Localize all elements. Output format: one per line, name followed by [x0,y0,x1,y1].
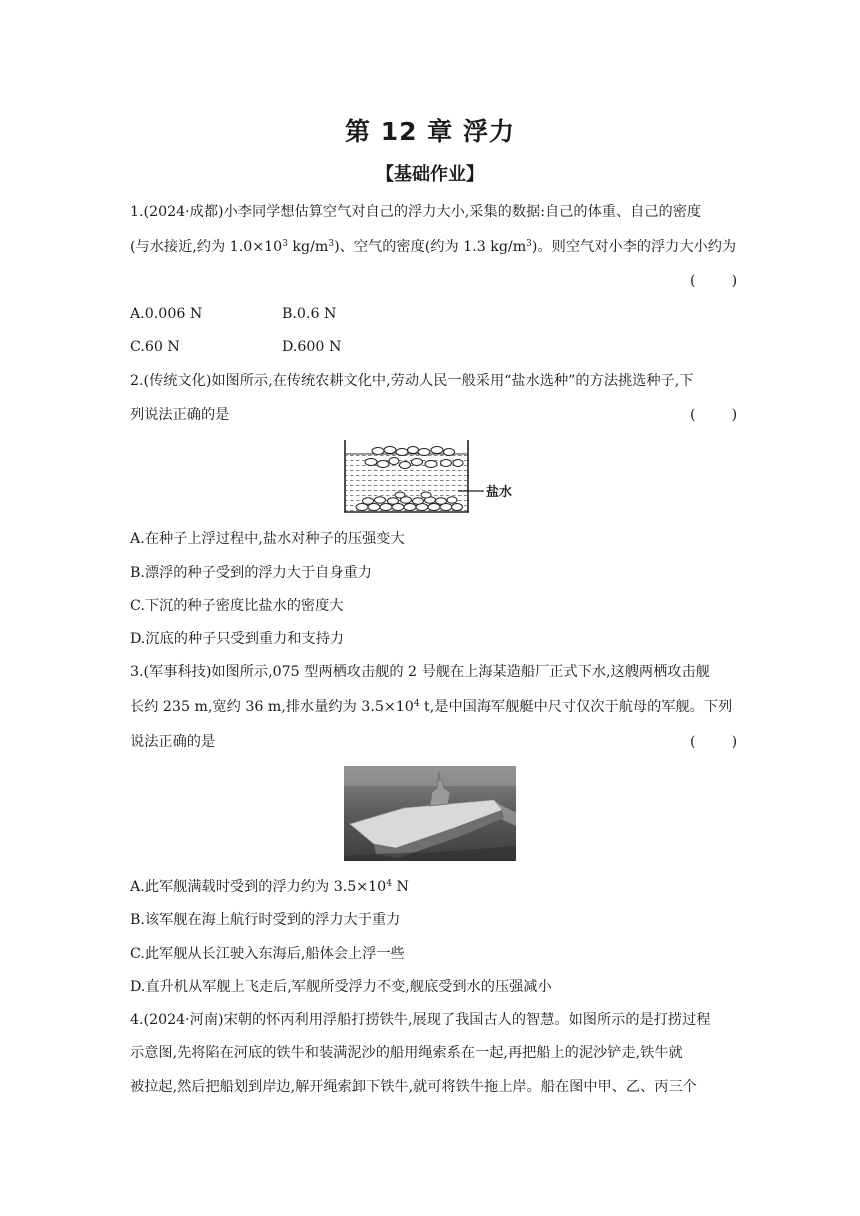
q2-stem-line1: 2.(传统文化)如图所示,在传统农耕文化中,劳动人民一般采用“盐水选种”的方法挑选种子,下 [130,373,694,389]
q3-option-d: D.直升机从军舰上飞走后,军舰所受浮力不变,舰底受到水的压强减小 [130,979,552,995]
q2-answer-blank: ( ) [690,407,738,423]
q2-stem-line2: 列说法正确的是 [130,407,230,423]
q3-stem-line1: 3.(军事科技)如图所示,075 型两栖攻击舰的 2 号舰在上海某造船厂正式下水,这艘两栖攻击舰 [130,664,710,680]
q2-option-a: A.在种子上浮过程中,盐水对种子的压强变大 [130,531,405,547]
q2-option-b: B.漂浮的种子受到的浮力大于自身重力 [130,565,372,581]
q3-option-b: B.该军舰在海上航行时受到的浮力大于重力 [130,912,401,928]
q4-stem-line3: 被拉起,然后把船划到岸边,解开绳索卸下铁牛,就可将铁牛拖上岸。船在图中甲、乙、丙三个 [130,1079,697,1095]
q2-option-c: C.下沉的种子密度比盐水的密度大 [130,598,344,614]
q1-stem-line1: 1.(2024·成都)小李同学想估算空气对自己的浮力大小,采集的数据:自己的体重、自己的密度 [130,204,702,220]
q3-option-c: C.此军舰从长江驶入东海后,船体会上浮一些 [130,946,405,962]
q1-option-a: A.0.006 N [130,306,203,322]
q4-stem-line1: 4.(2024·河南)宋朝的怀丙利用浮船打捞铁牛,展现了我国古人的智慧。如图所示的是打捞过程 [130,1012,711,1028]
salt-water-label: 盐水 [486,485,513,500]
q3-answer-blank: ( ) [690,734,738,750]
q3-stem-line2: 长约 235 m,宽约 36 m,排水量约为 $3.5\times 10^4$ t,是中国海军舰艇中尺寸仅次于航母的军舰。下列 [130,699,733,715]
amphibious-assault-ship-photo [344,766,516,861]
q1-option-d: D.600 N [282,339,342,355]
q1-answer-blank: ( ) [690,273,738,289]
section-title: 【基础作业】 [376,164,484,185]
q3-stem-line3: 说法正确的是 [130,734,216,750]
salt-water-seed-figure [338,438,528,516]
q1-option-b: B.0.6 N [282,306,337,322]
q2-option-d: D.沉底的种子只受到重力和支持力 [130,631,345,647]
q1-option-c: C.60 N [130,339,180,355]
q3-option-a: A.此军舰满载时受到的浮力约为 $3.5\times 10^4$ N [130,879,409,895]
q1-stem-line2: (与水接近,约为 $1.0\times 10^3$ $kg/m^3$)、空气的密度(约为 1.3 $kg/m^3$)。则空气对小李的浮力大小约为 [130,239,737,255]
q4-stem-line2: 示意图,先将陷在河底的铁牛和装满泥沙的船用绳索系在一起,再把船上的泥沙铲走,铁牛就 [130,1045,683,1061]
page-title: 第 12 章 浮力 [345,117,515,146]
